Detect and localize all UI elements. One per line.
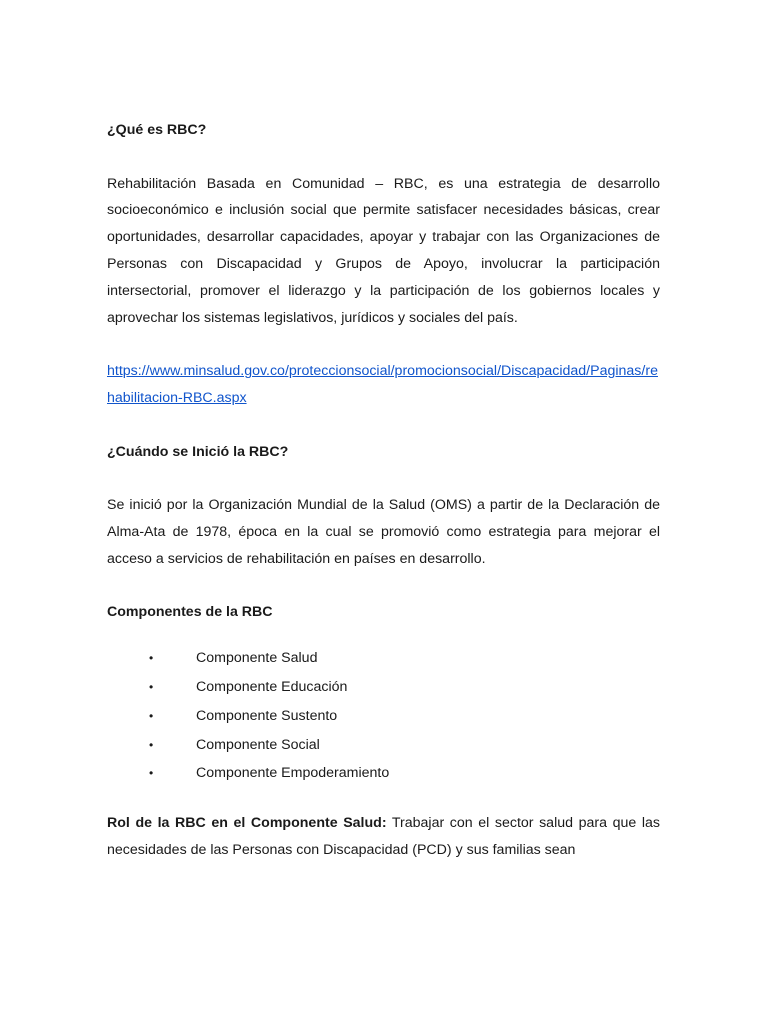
list-item-label: Componente Empoderamiento — [196, 765, 390, 782]
list-item-label: Componente Social — [196, 736, 320, 753]
list-item-label: Componente Sustento — [196, 707, 338, 724]
spacer — [107, 331, 660, 358]
minsalud-link[interactable]: https://www.minsalud.gov.co/proteccionsocial/promocionsocial/Discapacidad/Paginas/rehabilitacion-RBC.aspx — [107, 363, 658, 406]
list-item — [107, 644, 660, 673]
list-item-label: Componente Educación — [196, 678, 348, 695]
bullet-icon: • — [149, 737, 154, 752]
bullet-icon: • — [149, 766, 154, 781]
list-item — [107, 673, 660, 702]
spacer — [107, 573, 660, 600]
bullet-icon: • — [149, 679, 154, 694]
components-list — [107, 644, 660, 788]
bullet-icon: • — [149, 708, 154, 723]
document-page — [107, 117, 660, 864]
spacer — [107, 465, 660, 492]
list-item-label: Componente Salud — [196, 650, 318, 667]
list-item — [107, 731, 660, 760]
paragraph-cuando-inicio: Se inició por la Organización Mundial de la Salud (OMS) a partir de la Declaración de Alma-Ata de 1978, época en la cual se promovió como estrategia para mejorar el acceso a servicios de rehabilitación en países en desarrollo. — [107, 497, 660, 567]
spacer — [107, 788, 660, 810]
role-label: Rol de la RBC en el Componente Salud: — [107, 815, 387, 832]
paragraph-rol-salud — [107, 810, 660, 864]
section-heading-componentes: Componentes de la RBC — [107, 604, 273, 621]
spacer — [107, 626, 660, 644]
role-body: Trabajar con el sector salud para que las necesidades de las Personas con Discapacidad (PCD) y sus familias sean — [107, 815, 660, 858]
paragraph-que-es-rbc: Rehabilitación Basada en Comunidad – RBC, es una estrategia de desarrollo socioeconómico e inclusión social que permite satisfacer necesidades básicas, crear oportunidades, desarrollar capacidades, apoyar y trabajar con las Organizaciones de Personas con Discapacidad y Grupos de Apoyo, involucrar la participación intersectorial, promover el liderazgo y la participación de los gobiernos locales y aprovechar los sistemas legislativos, jurídicos y sociales del país. — [107, 175, 660, 326]
bullet-icon: • — [149, 651, 154, 666]
spacer — [107, 412, 660, 439]
list-item — [107, 702, 660, 731]
section-heading-cuando-inicio: ¿Cuándo se Inició la RBC? — [107, 443, 289, 460]
section-heading-que-es-rbc: ¿Qué es RBC? — [107, 122, 207, 138]
list-item — [107, 759, 660, 788]
spacer — [107, 144, 660, 171]
